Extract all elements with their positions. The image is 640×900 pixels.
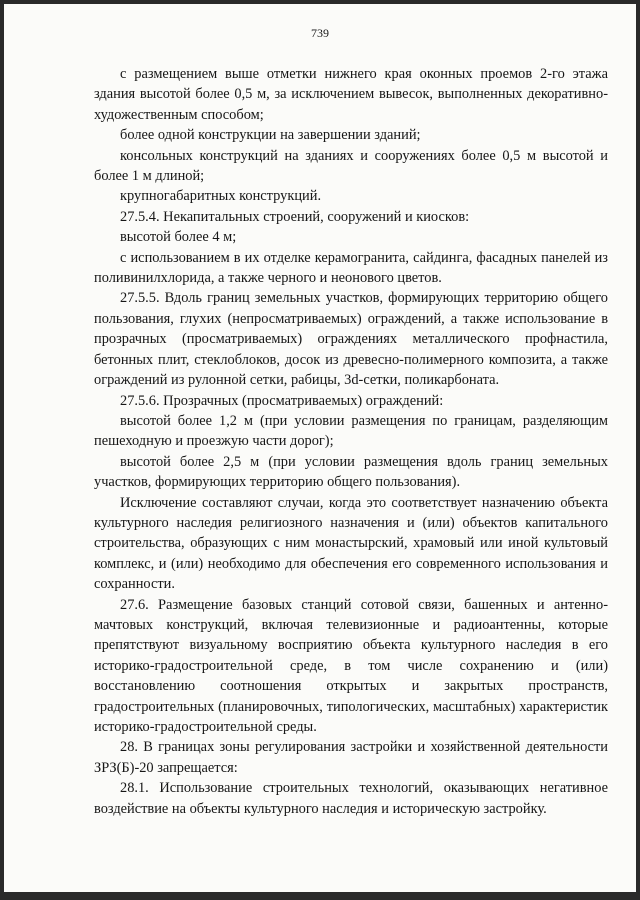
paragraph-28-1: 28.1. Использование строительных технологий, оказывающих негативное воздействие на объекты культурного наследия и историческую застройку. [94, 780, 608, 817]
paragraph-27-5-5: 27.5.5. Вдоль границ земельных участков, формирующих территорию общего пользования, глухих (непросматриваемых) ограждений, а также использование в прозрачных (просматриваемых) ограждениях металлического профнастила, бетонных плит, стеклоблоков, досок из древесно-полимерного композита, а также ограждений из рулонной сетки, рабицы, 3d-сетки, поликарбоната. [94, 290, 608, 389]
paragraph-27-6: 27.6. Размещение базовых станций сотовой связи, башенных и антенно-мачтовых конструкций, включая телевизионные и радиоантенны, которые препятствуют визуальному восприятию объекта культурного наследия в его историко-градостроительной среде, в том числе сохранению и (или) восстановлению соотношения открытых и закрытых пространств, градостроительных (планировочных, типологических, масштабных) характеристик историко-градостроительной среды. [94, 596, 608, 735]
document-body [94, 64, 608, 819]
paragraph-28: 28. В границах зоны регулирования застройки и хозяйственной деятельности ЗРЗ(Б)-20 запрещается: [94, 739, 608, 776]
document-page [4, 4, 636, 892]
paragraph-console-constructions: консольных конструкций на зданиях и сооружениях более 0,5 м высотой и более 1 м длиной; [94, 147, 608, 185]
paragraph-height-1-2m: высотой более 1,2 м (при условии размещения по границам, разделяющим пешеходную и проезжую части дорог); [94, 412, 608, 450]
page-number: 739 [311, 26, 329, 40]
paragraph-27-5-6: 27.5.6. Прозрачных (просматриваемых) ограждений: [120, 392, 444, 409]
paragraph-large-constructions: крупногабаритных конструкций. [120, 188, 322, 205]
paragraph-roof-constructions: более одной конструкции на завершении зданий; [120, 127, 421, 144]
paragraph-27-5-4: 27.5.4. Некапитальных строений, сооружений и киосков: [120, 208, 470, 225]
paragraph-window-placement: с размещением выше отметки нижнего края оконных проемов 2-го этажа здания высотой более 0,5 м, за исключением вывесок, выполненных декоративно-художественным способом; [94, 66, 608, 123]
paragraph-height-4m: высотой более 4 м; [120, 229, 237, 246]
paragraph-exception: Исключение составляют случаи, когда это соответствует назначению объекта культурного наследия религиозного назначения и (или) объектов капитального строительства, образующих с ним монастырский, храмовый или иной культовый комплекс, и (или) необходимо для обеспечения его современного использования и сохранности. [94, 494, 608, 593]
paragraph-height-2-5m: высотой более 2,5 м (при условии размещения вдоль границ земельных участков, формирующих территорию общего пользования). [94, 453, 608, 491]
paragraph-finishing-materials: с использованием в их отделке керамогранита, сайдинга, фасадных панелей из поливинилхлорида, а также черного и неонового цветов. [94, 249, 608, 287]
